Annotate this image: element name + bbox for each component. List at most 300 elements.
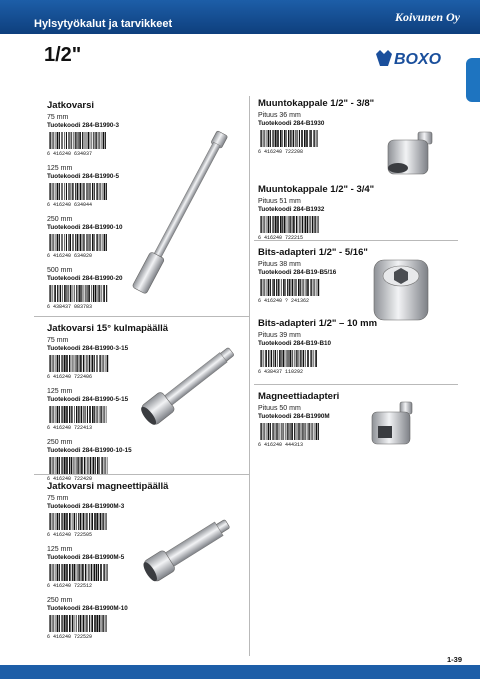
barcode-bar <box>260 423 261 440</box>
barcode-bar <box>305 216 307 233</box>
item-length: 75 mm <box>47 495 69 502</box>
barcode-bar <box>302 216 304 233</box>
barcode-bar <box>273 130 274 147</box>
barcode-bar <box>84 183 85 200</box>
barcode-bar <box>304 130 306 147</box>
barcode-bar <box>102 234 103 251</box>
barcode-bar <box>66 285 67 302</box>
column-divider <box>249 96 250 656</box>
barcode-bar <box>99 615 101 632</box>
barcode-bar <box>277 216 279 233</box>
barcode-bar <box>78 406 79 423</box>
barcode-bar <box>93 132 94 149</box>
barcode-bar <box>101 132 102 149</box>
barcode-bar <box>303 423 304 440</box>
product-code: Tuotekoodi 284-B1990-20 <box>47 275 123 282</box>
barcode-bar <box>280 279 281 296</box>
barcode-bar <box>83 234 84 251</box>
barcode-bar <box>279 350 281 367</box>
barcode <box>258 216 320 240</box>
barcode-bar <box>100 513 102 530</box>
barcode-bar <box>91 615 93 632</box>
barcode-bar <box>71 457 73 474</box>
barcode-bar <box>305 423 306 440</box>
barcode-bar <box>317 130 318 147</box>
barcode-number: 6 416240 ? 241362 <box>258 298 310 303</box>
barcode-bar <box>53 355 54 372</box>
barcode-bar <box>307 279 309 296</box>
barcode-bar <box>66 564 68 581</box>
boxo-logo-icon <box>374 48 460 68</box>
barcode-bar <box>96 564 98 581</box>
barcode-bar <box>260 216 261 233</box>
barcode <box>47 183 109 207</box>
barcode-bar <box>61 132 62 149</box>
barcode-bar <box>293 216 295 233</box>
section-divider <box>34 316 249 317</box>
item-length: 125 mm <box>47 546 73 553</box>
barcode-bar <box>53 513 54 530</box>
barcode-bar <box>79 234 80 251</box>
barcode-bar <box>94 564 96 581</box>
barcode <box>47 615 109 639</box>
barcode-bar <box>74 355 75 372</box>
barcode-bar <box>50 285 51 302</box>
barcode-bar <box>276 423 277 440</box>
barcode-bar <box>53 183 54 200</box>
barcode-bar <box>71 355 72 372</box>
barcode-bar <box>81 564 82 581</box>
barcode-bar <box>287 423 288 440</box>
barcode-bar <box>92 355 94 372</box>
barcode-bar <box>97 355 98 372</box>
barcode-number: 6 416240 722208 <box>258 149 304 154</box>
barcode-bar <box>264 423 265 440</box>
barcode-bar <box>302 423 303 440</box>
barcode-bar <box>62 183 63 200</box>
barcode-bar <box>98 564 99 581</box>
barcode-bar <box>296 216 297 233</box>
barcode-bar <box>266 423 267 440</box>
barcode-bar <box>75 183 76 200</box>
barcode-bar <box>50 615 51 632</box>
barcode-bar <box>266 216 267 233</box>
barcode-bar <box>68 132 69 149</box>
barcode-bar <box>101 406 102 423</box>
barcode-bar <box>87 285 88 302</box>
barcode-bar <box>270 350 271 367</box>
barcode-bar <box>50 564 51 581</box>
barcode-bar <box>296 350 297 367</box>
barcode-bar <box>62 564 63 581</box>
barcode <box>258 423 320 447</box>
barcode-bar <box>261 130 262 147</box>
barcode-bar <box>314 130 315 147</box>
barcode-bar <box>90 183 91 200</box>
barcode-bar <box>78 513 79 530</box>
barcode-bar <box>82 615 83 632</box>
barcode-bar <box>64 132 65 149</box>
barcode-bar <box>300 350 301 367</box>
header-bar <box>0 0 480 34</box>
item-length: Pituus 51 mm <box>258 198 301 205</box>
barcode-bar <box>49 183 50 200</box>
barcode-bar <box>103 355 104 372</box>
barcode-bar <box>90 457 92 474</box>
product-code: Tuotekoodi 284-B1990-5 <box>47 173 119 180</box>
section-title: Bits-adapteri 1/2" - 5/16" <box>258 247 368 258</box>
item-length: 500 mm <box>47 267 73 274</box>
barcode-bar <box>310 216 311 233</box>
barcode-bar <box>96 615 98 632</box>
magnetic-adapter-image <box>364 400 424 450</box>
barcode-bar <box>97 457 99 474</box>
product-code: Tuotekoodi 284-B19-B5/16 <box>258 269 337 276</box>
barcode-bar <box>79 132 81 149</box>
barcode-bar <box>264 130 265 147</box>
barcode-bar <box>270 279 271 296</box>
barcode-bar <box>50 132 51 149</box>
barcode-bar <box>73 132 74 149</box>
barcode-bar <box>66 234 67 251</box>
barcode-bar <box>100 183 101 200</box>
barcode-bar <box>97 285 98 302</box>
barcode-bar <box>266 130 267 147</box>
barcode <box>258 130 320 154</box>
barcode-bar <box>81 285 82 302</box>
barcode-bar <box>270 130 271 147</box>
barcode-bar <box>94 615 96 632</box>
barcode-bar <box>307 423 308 440</box>
svg-text:BOXO: BOXO <box>394 51 442 68</box>
barcode-number: 6 416240 634037 <box>47 151 93 156</box>
barcode-bar <box>50 355 51 372</box>
barcode-bar <box>288 423 289 440</box>
product-code: Tuotekoodi 284-B19-B10 <box>258 340 332 347</box>
barcode-bar <box>49 564 50 581</box>
barcode-bar <box>295 279 296 296</box>
barcode-bar <box>94 234 95 251</box>
item-length: Pituus 50 mm <box>258 405 301 412</box>
barcode-bar <box>281 279 282 296</box>
barcode <box>258 279 320 303</box>
barcode-bar <box>69 183 70 200</box>
barcode-bar <box>49 285 50 302</box>
barcode-bar <box>100 355 101 372</box>
barcode-bar <box>64 406 66 423</box>
barcode-number: 6 416240 722512 <box>47 583 93 588</box>
barcode-bar <box>285 423 286 440</box>
barcode-bar <box>289 279 290 296</box>
barcode-bar <box>84 285 85 302</box>
barcode-bar <box>62 132 63 149</box>
bits-adapter-image <box>368 254 434 326</box>
barcode-bar <box>101 457 102 474</box>
barcode-bar <box>72 406 73 423</box>
item-length: 250 mm <box>47 216 73 223</box>
barcode-bar <box>57 355 59 372</box>
barcode-bar <box>50 406 51 423</box>
barcode-bar <box>103 564 104 581</box>
barcode-bar <box>69 513 71 530</box>
barcode-bar <box>55 513 56 530</box>
barcode-bar <box>61 183 62 200</box>
barcode-bar <box>96 513 98 530</box>
barcode-bar <box>80 355 82 372</box>
barcode-bar <box>306 130 308 147</box>
barcode-bar <box>297 350 298 367</box>
barcode-bar <box>318 423 319 440</box>
barcode-bar <box>275 130 277 147</box>
barcode-bar <box>88 132 89 149</box>
extension-bar-image <box>128 120 228 310</box>
barcode-bar <box>80 513 81 530</box>
barcode-bar <box>90 234 91 251</box>
barcode-bar <box>82 513 83 530</box>
barcode-bar <box>55 406 56 423</box>
barcode-bar <box>77 234 78 251</box>
barcode-bar <box>72 183 73 200</box>
barcode-bar <box>64 457 66 474</box>
section-title: Jatkovarsi 15° kulmapäällä <box>47 323 169 334</box>
barcode-bar <box>84 234 85 251</box>
product-code: Tuotekoodi 284-B1990M-3 <box>47 503 125 510</box>
product-section <box>258 98 374 154</box>
barcode-bar <box>85 285 86 302</box>
barcode-bar <box>105 132 106 149</box>
barcode-bar <box>299 423 300 440</box>
barcode-bar <box>80 615 81 632</box>
barcode-number: 6 416240 722529 <box>47 634 93 639</box>
barcode-bar <box>272 423 273 440</box>
barcode-bar <box>85 355 86 372</box>
barcode-bar <box>270 423 271 440</box>
barcode-bar <box>76 132 77 149</box>
item-length: Pituus 39 mm <box>258 332 301 339</box>
barcode-bar <box>79 285 81 302</box>
item-length: 125 mm <box>47 165 73 172</box>
barcode-bar <box>62 285 63 302</box>
barcode-bar <box>315 216 316 233</box>
barcode-bar <box>57 132 59 149</box>
barcode-bar <box>99 457 100 474</box>
barcode-bar <box>66 615 68 632</box>
barcode-bar <box>313 130 314 147</box>
barcode-bar <box>68 285 69 302</box>
barcode-bar <box>55 234 56 251</box>
barcode-bar <box>79 406 80 423</box>
barcode-bar <box>72 234 73 251</box>
section-title: Jatkovarsi magneettipäällä <box>47 481 169 492</box>
barcode-number: 6 416240 444313 <box>258 442 304 447</box>
barcode-bar <box>275 216 277 233</box>
barcode-bar <box>307 216 309 233</box>
barcode-bar <box>64 355 66 372</box>
barcode-bar <box>66 183 67 200</box>
barcode-bar <box>64 234 65 251</box>
barcode-bar <box>49 406 50 423</box>
barcode-bar <box>61 615 62 632</box>
barcode-bar <box>78 615 79 632</box>
barcode-bar <box>68 234 69 251</box>
barcode-bar <box>59 564 60 581</box>
product-section <box>258 391 339 447</box>
barcode-bar <box>102 285 103 302</box>
barcode-bar <box>100 234 101 251</box>
barcode-bar <box>89 615 90 632</box>
barcode-bar <box>277 423 278 440</box>
barcode-bar <box>296 423 297 440</box>
barcode-bar <box>292 216 293 233</box>
barcode-bar <box>94 183 95 200</box>
barcode-bar <box>57 406 59 423</box>
barcode-bar <box>297 130 298 147</box>
barcode-bar <box>307 350 309 367</box>
barcode-bar <box>268 350 269 367</box>
section-title: Muuntokappale 1/2" - 3/8" <box>258 98 375 109</box>
barcode-bar <box>64 615 66 632</box>
barcode-bar <box>73 285 74 302</box>
barcode-bar <box>89 513 90 530</box>
barcode-bar <box>89 355 91 372</box>
barcode-bar <box>53 615 54 632</box>
barcode-bar <box>78 132 79 149</box>
barcode-bar <box>90 132 91 149</box>
barcode-bar <box>73 355 74 372</box>
barcode-bar <box>64 564 66 581</box>
barcode-bar <box>59 355 60 372</box>
barcode-bar <box>79 564 80 581</box>
barcode-bar <box>104 183 106 200</box>
barcode-bar <box>59 132 60 149</box>
barcode-bar <box>104 406 105 423</box>
barcode-bar <box>293 130 295 147</box>
barcode-bar <box>80 457 81 474</box>
barcode-bar <box>69 132 70 149</box>
barcode-bar <box>87 615 88 632</box>
barcode-bar <box>292 279 294 296</box>
barcode-bar <box>64 285 66 302</box>
barcode-bar <box>299 216 300 233</box>
barcode-bar <box>106 285 107 302</box>
barcode-bar <box>106 406 107 423</box>
item-length: 250 mm <box>47 597 73 604</box>
barcode-bar <box>285 350 286 367</box>
barcode-bar <box>92 132 93 149</box>
barcode-bar <box>301 350 302 367</box>
barcode-number: 6 438437 083783 <box>47 304 93 309</box>
barcode-bar <box>62 615 63 632</box>
barcode-bar <box>84 457 85 474</box>
barcode-bar <box>74 406 75 423</box>
side-tab <box>466 58 480 102</box>
barcode <box>47 132 109 156</box>
barcode-bar <box>83 183 84 200</box>
barcode-bar <box>50 457 51 474</box>
barcode-bar <box>103 285 105 302</box>
barcode-bar <box>294 423 295 440</box>
barcode-bar <box>288 130 289 147</box>
angled-extension-image <box>133 330 243 440</box>
barcode-bar <box>78 285 79 302</box>
barcode-bar <box>79 183 80 200</box>
barcode-bar <box>99 513 100 530</box>
barcode-bar <box>76 615 77 632</box>
barcode-bar <box>68 183 69 200</box>
barcode-bar <box>303 279 304 296</box>
barcode-bar <box>106 513 107 530</box>
barcode-bar <box>61 457 62 474</box>
barcode-bar <box>62 234 63 251</box>
barcode-bar <box>261 350 262 367</box>
barcode-bar <box>298 279 300 296</box>
barcode <box>47 285 109 309</box>
item-length: 125 mm <box>47 388 73 395</box>
barcode-bar <box>78 457 79 474</box>
barcode-bar <box>314 279 315 296</box>
barcode-bar <box>281 423 282 440</box>
brand-logo: Koivunen Oy <box>394 10 460 24</box>
barcode-bar <box>305 350 306 367</box>
barcode-bar <box>53 406 54 423</box>
barcode-bar <box>62 457 63 474</box>
barcode-bar <box>260 279 261 296</box>
barcode-bar <box>61 355 62 372</box>
barcode <box>47 355 109 379</box>
barcode-bar <box>296 279 297 296</box>
barcode-bar <box>97 406 98 423</box>
barcode-bar <box>103 513 104 530</box>
barcode-bar <box>309 130 310 147</box>
barcode <box>47 513 109 537</box>
barcode-number: 6 438437 110292 <box>258 369 304 374</box>
barcode-bar <box>80 234 82 251</box>
barcode-number: 6 416240 722406 <box>47 374 93 379</box>
section-title: Jatkovarsi <box>47 100 95 111</box>
barcode-bar <box>96 183 97 200</box>
barcode-bar <box>298 423 299 440</box>
barcode-bar <box>87 564 88 581</box>
barcode-bar <box>93 285 94 302</box>
barcode-bar <box>278 279 279 296</box>
section-title: Magneettiadapteri <box>258 391 340 402</box>
barcode-bar <box>314 350 315 367</box>
page-number: 1-39 <box>446 655 462 664</box>
barcode-bar <box>59 615 60 632</box>
barcode-bar <box>75 234 76 251</box>
product-code: Tuotekoodi 284-B1990M-5 <box>47 554 125 561</box>
barcode-bar <box>100 564 102 581</box>
barcode-bar <box>289 216 290 233</box>
barcode-bar <box>62 513 63 530</box>
barcode-bar <box>291 130 292 147</box>
barcode-bar <box>272 130 273 147</box>
barcode-bar <box>76 513 77 530</box>
barcode-bar <box>69 615 71 632</box>
barcode-bar <box>89 234 90 251</box>
barcode-bar <box>280 130 282 147</box>
barcode-bar <box>81 406 83 423</box>
barcode-bar <box>314 216 315 233</box>
barcode-bar <box>96 234 97 251</box>
barcode-bar <box>290 423 291 440</box>
barcode-bar <box>315 350 317 367</box>
barcode-bar <box>71 132 72 149</box>
barcode-bar <box>53 457 54 474</box>
barcode-bar <box>107 457 108 474</box>
barcode-bar <box>283 279 285 296</box>
barcode-bar <box>87 406 88 423</box>
